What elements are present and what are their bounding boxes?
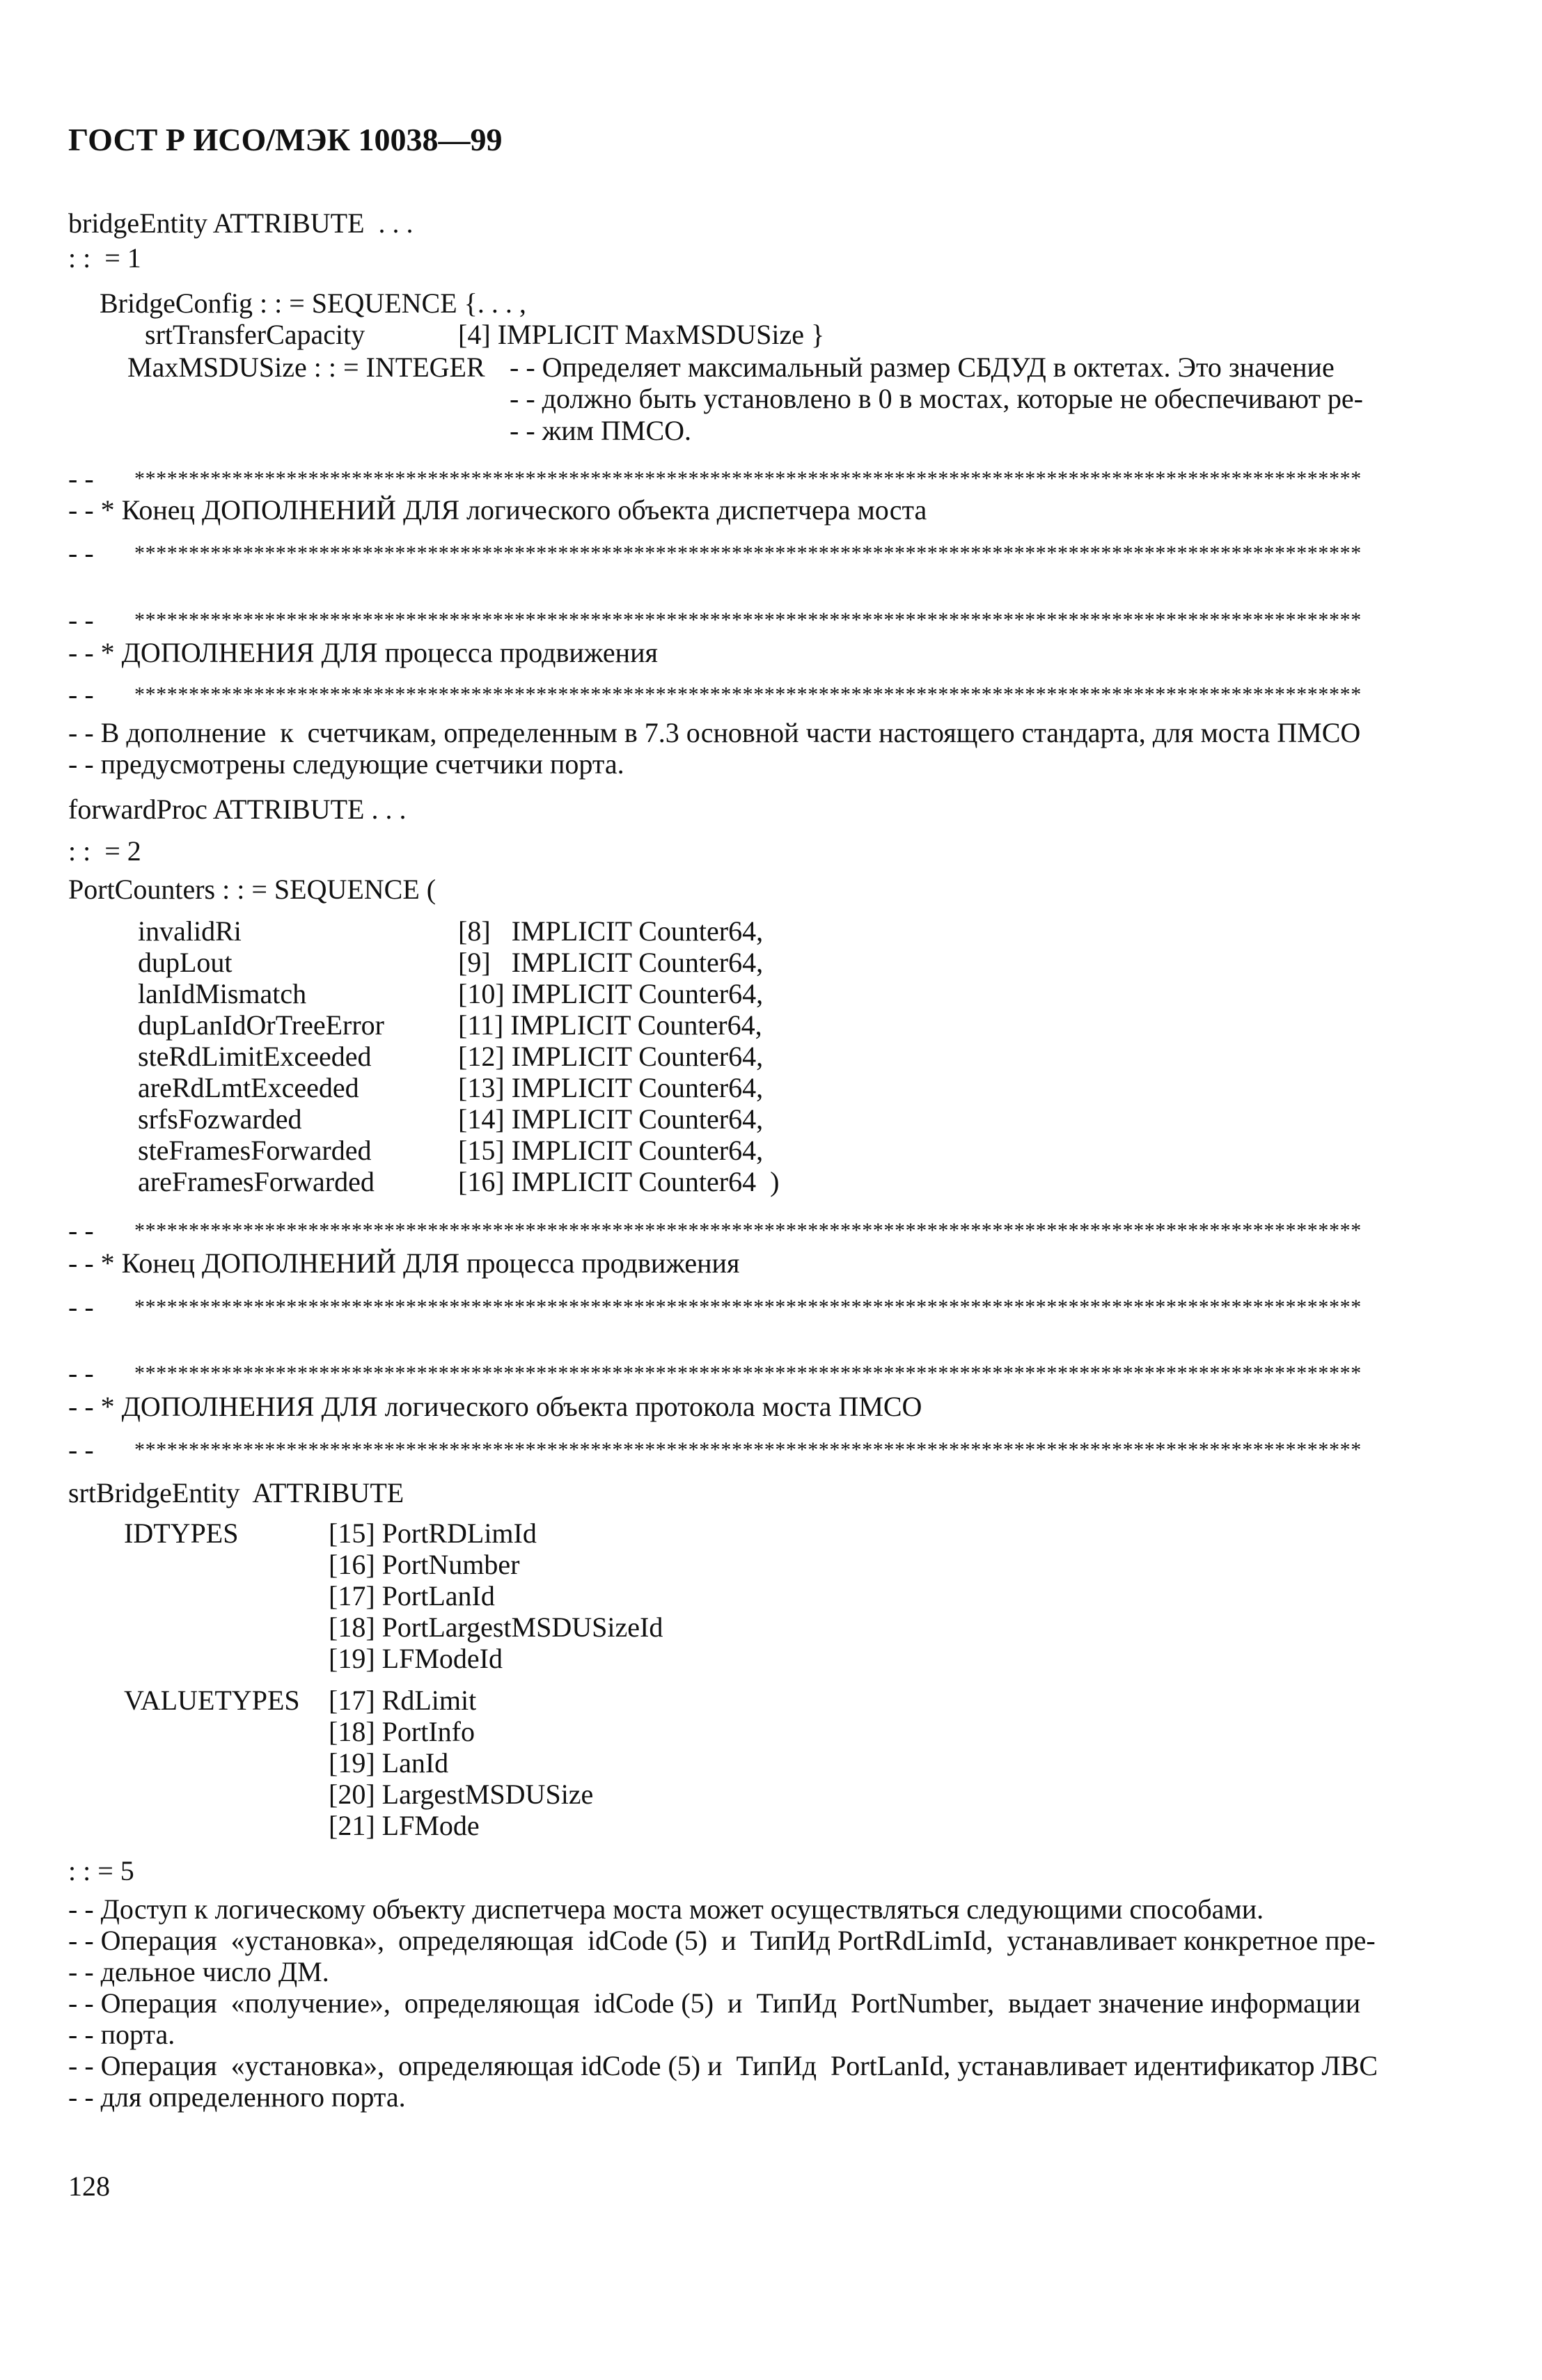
counter-type: [12] IMPLICIT Counter64,: [458, 1041, 764, 1072]
counter-type: [13] IMPLICIT Counter64,: [458, 1072, 764, 1103]
separator-stars: *****************************************************************************************************************: [134, 1438, 1362, 1461]
idtype-item: [19] LFModeId: [329, 1643, 503, 1674]
counter-type: [11] IMPLICIT Counter64,: [458, 1009, 762, 1041]
counter-type: [14] IMPLICIT Counter64,: [458, 1103, 764, 1135]
counter-type: [10] IMPLICIT Counter64,: [458, 978, 764, 1009]
assign-1: : : = 1: [68, 242, 141, 274]
note-line: - - для определенного порта.: [68, 2081, 406, 2113]
separator-dash: - -: [68, 463, 94, 494]
counter-name: areFramesForwarded: [138, 1166, 375, 1197]
block-protocol-title: - - * ДОПОЛНЕНИЯ ДЛЯ логического объекта протокола моста ПМСО: [68, 1391, 922, 1422]
separator-stars: *****************************************************************************************************************: [134, 683, 1362, 706]
srt-bridge-entity-attribute: srtBridgeEntity ATTRIBUTE: [68, 1477, 404, 1508]
idtype-item: [17] PortLanId: [329, 1580, 495, 1611]
note-line: - - Операция «установка», определяющая idCode (5) и ТипИд PortLanId, устанавливает идентификатор ЛВС: [68, 2050, 1378, 2081]
max-msdu-comment-3: - - жим ПМСО.: [510, 415, 692, 446]
counter-name: dupLout: [138, 947, 233, 978]
idtype-item: [18] PortLargestMSDUSizeId: [329, 1611, 663, 1643]
idtype-item: [15] PortRDLimId: [329, 1518, 537, 1549]
valuetype-item: [20] LargestMSDUSize: [329, 1779, 594, 1810]
separator-stars: *****************************************************************************************************************: [134, 1219, 1362, 1242]
forward-proc-attribute: forwardProc ATTRIBUTE . . .: [68, 794, 407, 825]
max-msdu-comment-1: - - Определяет максимальный размер СБДУД в октетах. Это значение: [510, 352, 1335, 383]
note-line: - - порта.: [68, 2019, 175, 2050]
separator-stars: *****************************************************************************************************************: [134, 608, 1362, 631]
counter-name: dupLanIdOrTreeError: [138, 1009, 384, 1041]
assign-5: : : = 5: [68, 1855, 134, 1886]
separator-stars: *****************************************************************************************************************: [134, 1295, 1362, 1318]
separator-dash: - -: [68, 1215, 94, 1246]
assign-2: : : = 2: [68, 835, 141, 867]
separator-stars: *****************************************************************************************************************: [134, 1362, 1362, 1385]
counter-name: lanIdMismatch: [138, 978, 307, 1009]
bridge-entity-attribute: bridgeEntity ATTRIBUTE . . .: [68, 207, 414, 239]
valuetype-item: [18] PortInfo: [329, 1716, 475, 1747]
note-line: - - дельное число ДМ.: [68, 1956, 329, 1987]
note-line: - - Операция «установка», определяющая idCode (5) и ТипИд PortRdLimId, устанавливает конкретное пре-: [68, 1925, 1376, 1956]
separator-dash: - -: [68, 1291, 94, 1323]
valuetype-item: [19] LanId: [329, 1747, 449, 1779]
srt-transfer-capacity-type: [4] IMPLICIT MaxMSDUSize }: [458, 319, 825, 350]
separator-dash: - -: [68, 679, 94, 710]
counter-type: [8] IMPLICIT Counter64,: [458, 915, 764, 947]
separator-dash: - -: [68, 1434, 94, 1465]
counter-type: [16] IMPLICIT Counter64 ): [458, 1166, 780, 1197]
counter-name: steFramesForwarded: [138, 1135, 372, 1166]
separator-dash: - -: [68, 537, 94, 569]
counter-type: [15] IMPLICIT Counter64,: [458, 1135, 764, 1166]
valuetypes-label: VALUETYPES: [124, 1685, 300, 1716]
idtype-item: [16] PortNumber: [329, 1549, 520, 1580]
max-msdu-comment-2: - - должно быть установлено в 0 в мостах, которые не обеспечивают ре-: [510, 383, 1363, 414]
block-end-forward: - - * Конец ДОПОЛНЕНИЙ ДЛЯ процесса продвижения: [68, 1247, 740, 1279]
counter-name: srfsFozwarded: [138, 1103, 302, 1135]
page-number: 128: [68, 2170, 110, 2202]
block-end-manager: - - * Конец ДОПОЛНЕНИЙ ДЛЯ логического объекта диспетчера моста: [68, 494, 927, 526]
separator-dash: - -: [68, 604, 94, 636]
forward-note-1: - - В дополнение к счетчикам, определенным в 7.3 основной части настоящего стандарта, для моста ПМСО: [68, 717, 1361, 748]
document-header: ГОСТ Р ИСО/МЭК 10038—99: [68, 122, 503, 157]
max-msdu-size: MaxMSDUSize : : = INTEGER: [127, 352, 485, 383]
valuetype-item: [17] RdLimit: [329, 1685, 477, 1716]
valuetype-item: [21] LFMode: [329, 1810, 480, 1841]
separator-stars: *****************************************************************************************************************: [134, 542, 1362, 565]
counter-name: areRdLmtExceeded: [138, 1072, 359, 1103]
note-line: - - Операция «получение», определяющая idCode (5) и ТипИд PortNumber, выдает значение информации: [68, 1987, 1361, 2019]
bridge-config: BridgeConfig : : = SEQUENCE {. . . ,: [100, 287, 526, 319]
note-line: - - Доступ к логическому объекту диспетчера моста может осуществляться следующими способами.: [68, 1893, 1264, 1925]
idtypes-label: IDTYPES: [124, 1518, 239, 1549]
separator-dash: - -: [68, 1357, 94, 1389]
counter-name: steRdLimitExceeded: [138, 1041, 372, 1072]
block-forward-title: - - * ДОПОЛНЕНИЯ ДЛЯ процесса продвижения: [68, 637, 658, 668]
separator-stars: *****************************************************************************************************************: [134, 467, 1362, 490]
port-counters: PortCounters : : = SEQUENCE (: [68, 874, 436, 905]
counter-type: [9] IMPLICIT Counter64,: [458, 947, 764, 978]
srt-transfer-capacity: srtTransferCapacity: [145, 319, 365, 350]
forward-note-2: - - предусмотрены следующие счетчики порта.: [68, 748, 624, 780]
counter-name: invalidRi: [138, 915, 242, 947]
